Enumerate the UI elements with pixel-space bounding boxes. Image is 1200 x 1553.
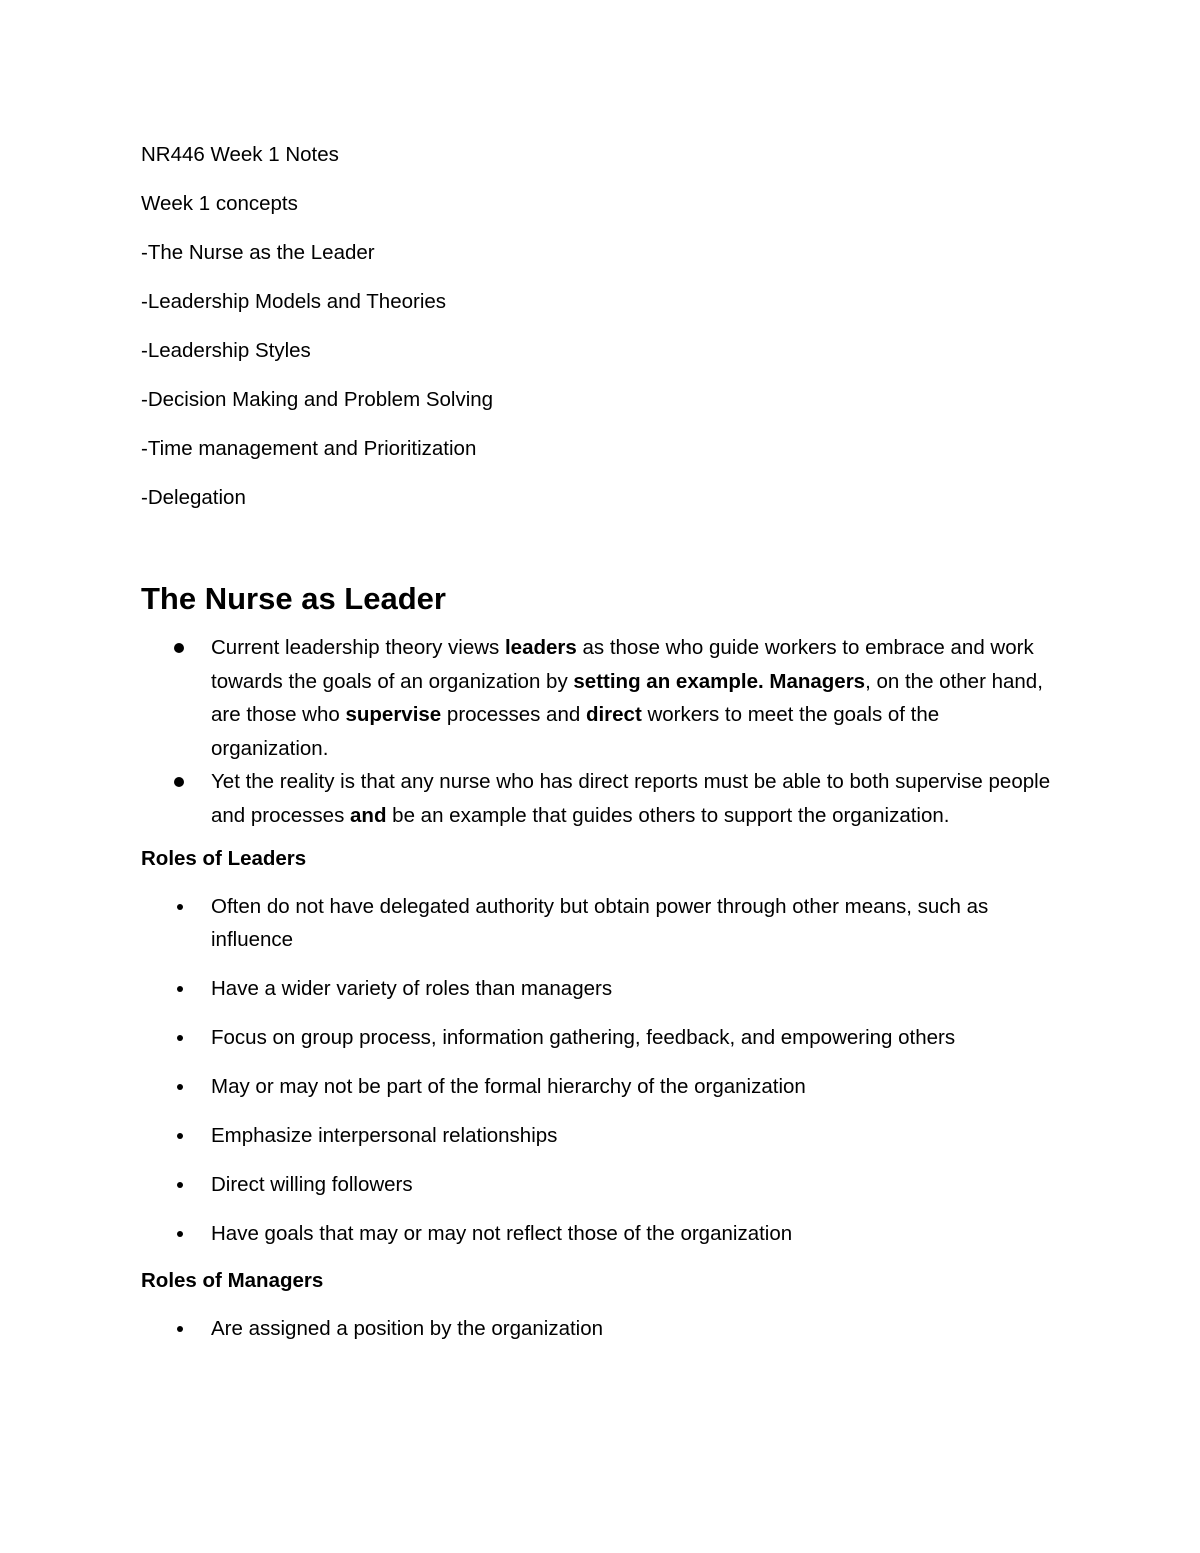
leader-role-item: Emphasize interpersonal relationships — [141, 1119, 1061, 1152]
bullet-icon — [177, 1231, 183, 1237]
concepts-heading: Week 1 concepts — [141, 192, 298, 215]
intro-bullet-item: Yet the reality is that any nurse who has direct reports must be able to both supervise people and processes and be an example that guides others to support the organization. — [141, 765, 1061, 832]
concept-item: -Leadership Models and Theories — [141, 290, 447, 313]
leader-role-item: Have goals that may or may not reflect those of the organization — [141, 1217, 1061, 1250]
managers-heading: Roles of Managers — [141, 1269, 324, 1292]
leader-role-item: Often do not have delegated authority but obtain power through other means, such as influence — [141, 890, 1061, 956]
concept-item: -Leadership Styles — [141, 339, 311, 362]
concept-item: -The Nurse as the Leader — [141, 241, 375, 264]
bullet-icon — [177, 1084, 183, 1090]
leader-role-item: Have a wider variety of roles than managers — [141, 972, 1061, 1005]
bullet-dot-icon — [174, 643, 184, 653]
manager-role-item: Are assigned a position by the organization — [141, 1312, 1061, 1345]
leaders-heading: Roles of Leaders — [141, 847, 307, 870]
document-page — [141, 140, 1061, 1361]
intro-bullet-list — [141, 631, 1061, 832]
section-heading: The Nurse as Leader — [141, 581, 446, 616]
bullet-icon — [177, 1035, 183, 1041]
bullet-icon — [177, 1182, 183, 1188]
concept-item: -Delegation — [141, 486, 246, 509]
leaders-roles-list — [141, 890, 1061, 1250]
leader-role-item: Direct willing followers — [141, 1168, 1061, 1201]
bullet-icon — [177, 904, 183, 910]
concept-item: -Time management and Prioritization — [141, 437, 477, 460]
intro-bullet-item: Current leadership theory views leaders as those who guide workers to embrace and work towards the goals of an organization by setting an example. Managers, on the other hand, are those who supervise processes and direct workers to meet the goals of the organization. — [141, 631, 1061, 765]
bullet-icon — [177, 1133, 183, 1139]
concept-item: -Decision Making and Problem Solving — [141, 388, 494, 411]
managers-roles-list — [141, 1312, 1061, 1345]
bullet-icon — [177, 986, 183, 992]
bullet-icon — [177, 1326, 183, 1332]
leader-role-item: Focus on group process, information gathering, feedback, and empowering others — [141, 1021, 1061, 1054]
leader-role-item: May or may not be part of the formal hierarchy of the organization — [141, 1070, 1061, 1103]
document-title: NR446 Week 1 Notes — [141, 143, 339, 166]
bullet-dot-icon — [174, 777, 184, 787]
